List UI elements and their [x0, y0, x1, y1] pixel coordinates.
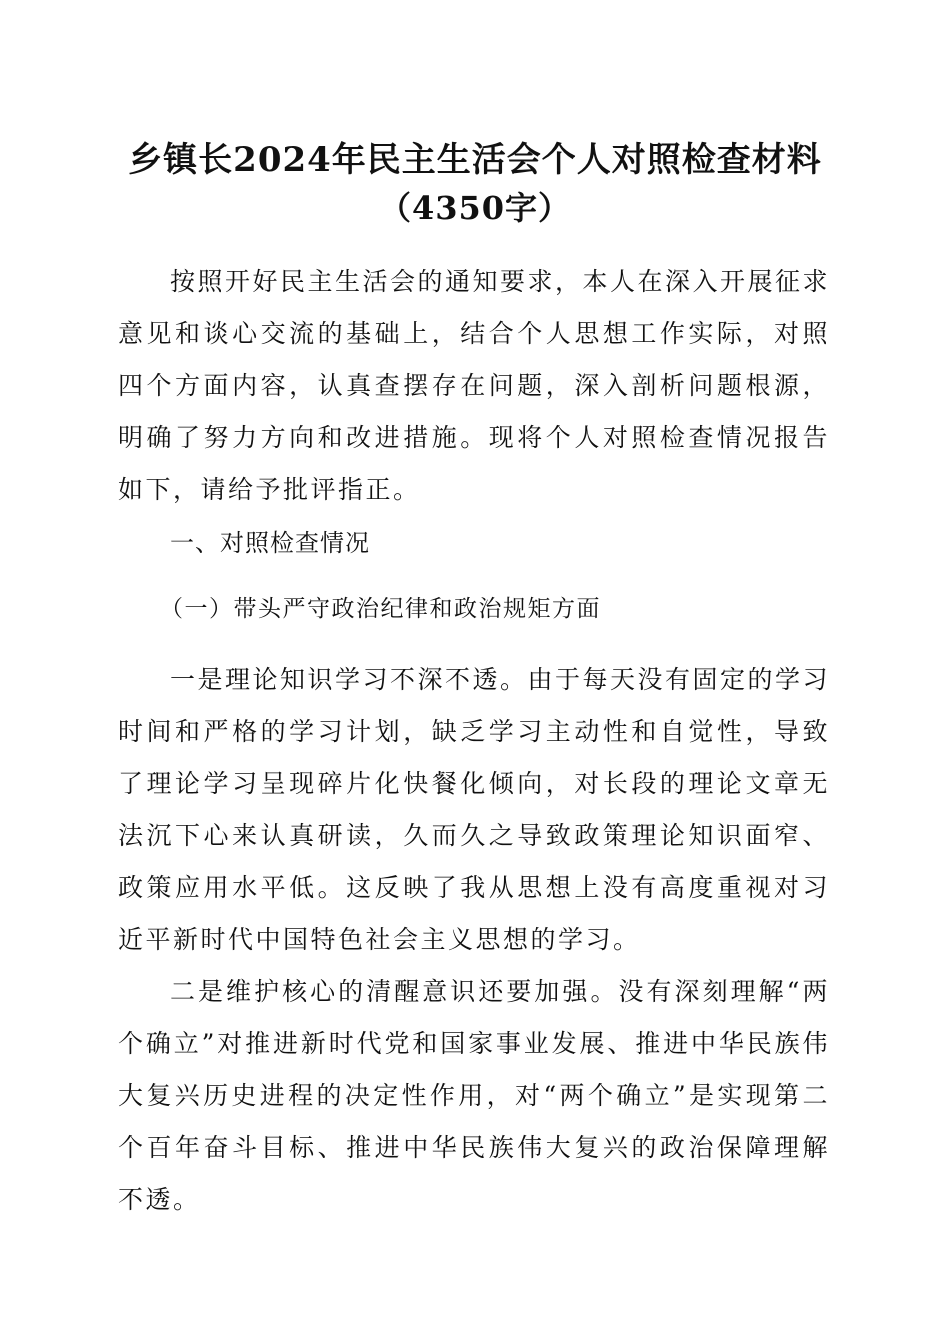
subsection-heading: （一）带头严守政治纪律和政治规矩方面: [160, 596, 601, 622]
document-title: 乡镇长2024年民主生活会个人对照检查材料: [128, 140, 822, 180]
document-word-count: （4350字）: [378, 189, 572, 227]
body-paragraph-2: 二是维护核心的清醒意识还要加强。没有深刻理解“两个确立”对推进新时代党和国家事业发展、推进中华民族伟大复兴历史进程的决定性作用，对“两个确立”是实现第二个百年奋斗目标、推进中华民族伟大复兴的政治保障理解不透。: [118, 977, 830, 1214]
section-heading: 一、对照检查情况: [170, 529, 370, 557]
body-paragraph-1: 一是理论知识学习不深不透。由于每天没有固定的学习时间和严格的学习计划，缺乏学习主动性和自觉性，导致了理论学习呈现碎片化快餐化倾向，对长段的理论文章无法沉下心来认真研读，久而久之导致政策理论知识面窄、政策应用水平低。这反映了我从思想上没有高度重视对习近平新时代中国特色社会主义思想的学习。: [118, 665, 831, 954]
intro-paragraph: 按照开好民主生活会的通知要求，本人在深入开展征求意见和谈心交流的基础上，结合个人思想工作实际，对照四个方面内容，认真查摆存在问题，深入剖析问题根源，明确了努力方向和改进措施。现将个人对照检查情况报告如下，请给予批评指正。: [118, 267, 831, 504]
